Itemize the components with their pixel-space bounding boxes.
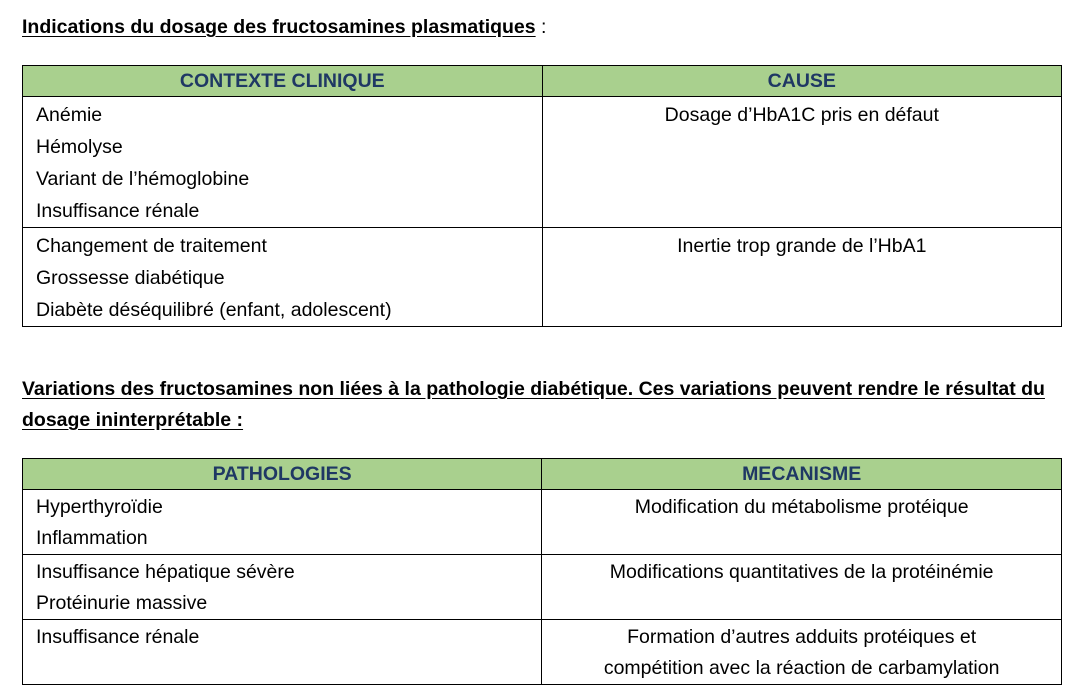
context-cell <box>23 97 543 228</box>
table-row <box>23 555 1062 620</box>
list-item: Insuffisance rénale <box>36 626 200 648</box>
list-item: Insuffisance rénale <box>36 200 200 222</box>
pathology-cell <box>23 490 542 555</box>
section1-heading-suffix: : <box>535 16 547 38</box>
pathology-cell <box>23 620 542 685</box>
list-item: Grossesse diabétique <box>36 267 225 289</box>
pathology-cell <box>23 555 542 620</box>
table-header-row <box>23 459 1062 490</box>
header-cause: CAUSE <box>542 66 1061 97</box>
header-pathologies: PATHOLOGIES <box>23 459 542 490</box>
list-item: Hyperthyroïdie <box>36 496 163 518</box>
table-header-row <box>23 66 1062 97</box>
cause-text: Inertie trop grande de l’HbA1 <box>677 235 927 257</box>
table-row <box>23 490 1062 555</box>
table-row <box>23 228 1062 327</box>
list-item: Diabète déséquilibré (enfant, adolescent) <box>36 299 392 321</box>
list-item: Changement de traitement <box>36 235 267 257</box>
list-item: Protéinurie massive <box>36 592 208 614</box>
mechanism-text: Formation d’autres adduits protéiques et <box>627 626 977 648</box>
list-item: Hémolyse <box>36 136 123 158</box>
indications-table <box>22 65 1062 327</box>
header-contexte-clinique: CONTEXTE CLINIQUE <box>23 66 543 97</box>
section2-heading-text: Variations des fructosamines non liées à la pathologie diabétique. Ces variations peuvent rendre le résultat du dosage ininterprétable : <box>22 378 1045 431</box>
context-cell <box>23 228 543 327</box>
variations-table <box>22 458 1062 685</box>
mechanism-text: Modification du métabolisme protéique <box>634 496 969 518</box>
mechanism-text: Modifications quantitatives de la protéinémie <box>609 561 994 583</box>
cause-cell <box>542 228 1061 327</box>
mechanism-cell <box>542 555 1062 620</box>
mechanism-text: compétition avec la réaction de carbamylation <box>603 657 1000 679</box>
section2-heading <box>22 374 1072 436</box>
list-item: Variant de l’hémoglobine <box>36 168 250 190</box>
mechanism-cell <box>542 490 1062 555</box>
mechanism-cell <box>542 620 1062 685</box>
list-item: Anémie <box>36 104 103 126</box>
list-item: Insuffisance hépatique sévère <box>36 561 295 583</box>
table-row <box>23 620 1062 685</box>
cause-cell <box>542 97 1061 228</box>
cause-text: Dosage d’HbA1C pris en défaut <box>664 104 939 126</box>
list-item: Inflammation <box>36 527 148 549</box>
header-mecanisme: MECANISME <box>542 459 1062 490</box>
table-row <box>23 97 1062 228</box>
section1-heading-text: Indications du dosage des fructosamines plasmatiques <box>22 16 536 38</box>
section1-heading <box>22 12 1067 43</box>
